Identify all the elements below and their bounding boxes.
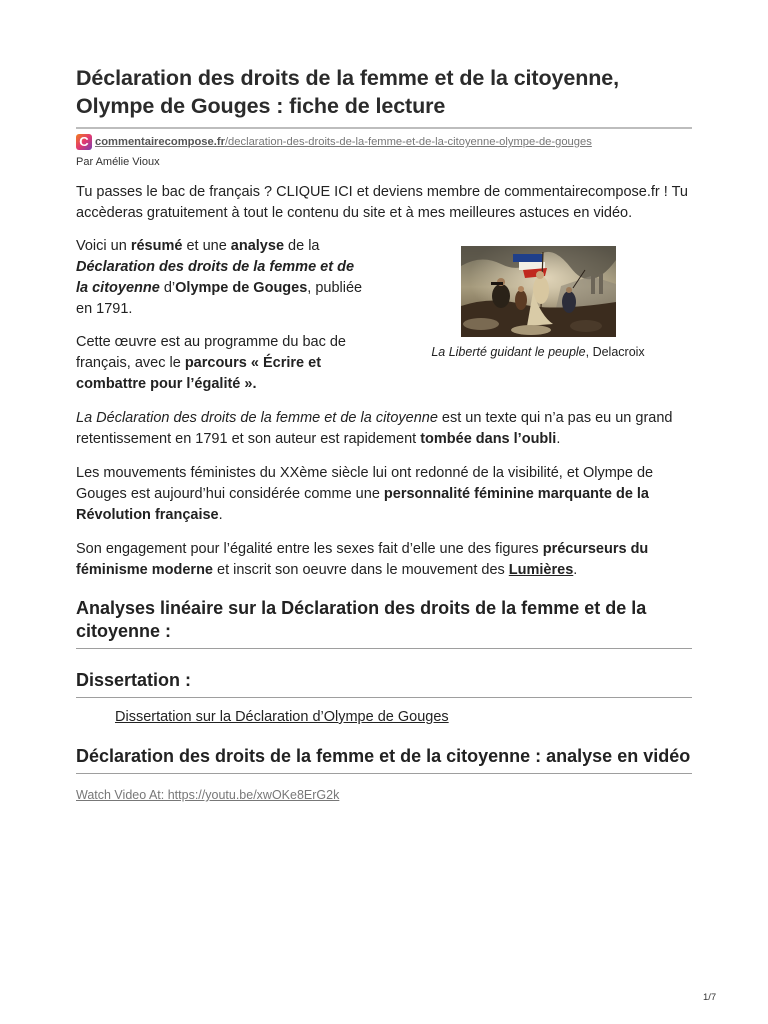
dissertation-divider [76, 697, 692, 698]
source-url-link[interactable] [95, 136, 592, 148]
dissertation-link[interactable]: Dissertation sur la Déclaration d’Olympe de Gouges [115, 709, 449, 725]
body-paragraph-engagement: Son engagement pour l’égalité entre les sexes fait d’elle une des figures précurseurs du féminisme moderne et inscrit son oeuvre dans le mouvement des Lumières. [76, 541, 649, 578]
painting-figure [420, 246, 656, 360]
body-paragraph-retentissement: La Déclaration des droits de la femme et de la citoyenne est un texte qui n’a pas eu un grand retentissement en 1791 et son auteur est rapidement tombée dans l’oubli. [76, 410, 673, 447]
summary-block [76, 236, 692, 394]
painting-image [461, 246, 616, 337]
watch-video-link[interactable]: Watch Video At: https://youtu.be/xwOKe8ErG2k [76, 788, 340, 802]
author-byline: Par Amélie Vioux [76, 156, 160, 168]
source-domain: commentairecompose.fr [95, 136, 225, 148]
source-path: /declaration-des-droits-de-la-femme-et-de-la-citoyenne-olympe-de-gouges [224, 136, 592, 148]
dissertation-list-item [76, 707, 692, 727]
source-line [76, 133, 692, 151]
summary-text-column [76, 236, 366, 395]
program-paragraph: Cette œuvre est au programme du bac de français, avec le parcours « Écrire et combattre pour l’égalité ». [76, 334, 346, 392]
document-page [76, 64, 692, 802]
summary-paragraph: Voici un résumé et une analyse de la Déclaration des droits de la femme et de la citoyenne d’Olympe de Gouges, publiée en 1791. [76, 238, 363, 317]
dissertation-heading: Dissertation : [76, 670, 192, 690]
page-title: Déclaration des droits de la femme et de la citoyenne, Olympe de Gouges : fiche de lecture [76, 66, 620, 118]
painting-caption: La Liberté guidant le peuple, Delacroix [431, 345, 645, 359]
video-divider [76, 773, 692, 774]
title-divider [76, 127, 692, 129]
video-heading: Déclaration des droits de la femme et de la citoyenne : analyse en vidéo [76, 746, 691, 766]
analyses-heading: Analyses linéaire sur la Déclaration des droits de la femme et de la citoyenne : [76, 598, 647, 641]
site-favicon-icon: C [76, 134, 92, 150]
page-number: 1/7 [703, 992, 717, 1003]
watch-video-line [76, 788, 692, 802]
analyses-divider [76, 648, 692, 649]
intro-paragraph: Tu passes le bac de français ? CLIQUE ICI et deviens membre de commentairecompose.fr ! Tu accèderas gratuitement à tout le contenu du site et à mes meilleures astuces en vidéo. [76, 184, 688, 221]
body-paragraph-visibilite: Les mouvements féministes du XXème siècle lui ont redonné de la visibilité, et Olympe de Gouges est aujourd’hui considérée comme une personnalité féminine marquante de la Révolution française. [76, 465, 654, 523]
